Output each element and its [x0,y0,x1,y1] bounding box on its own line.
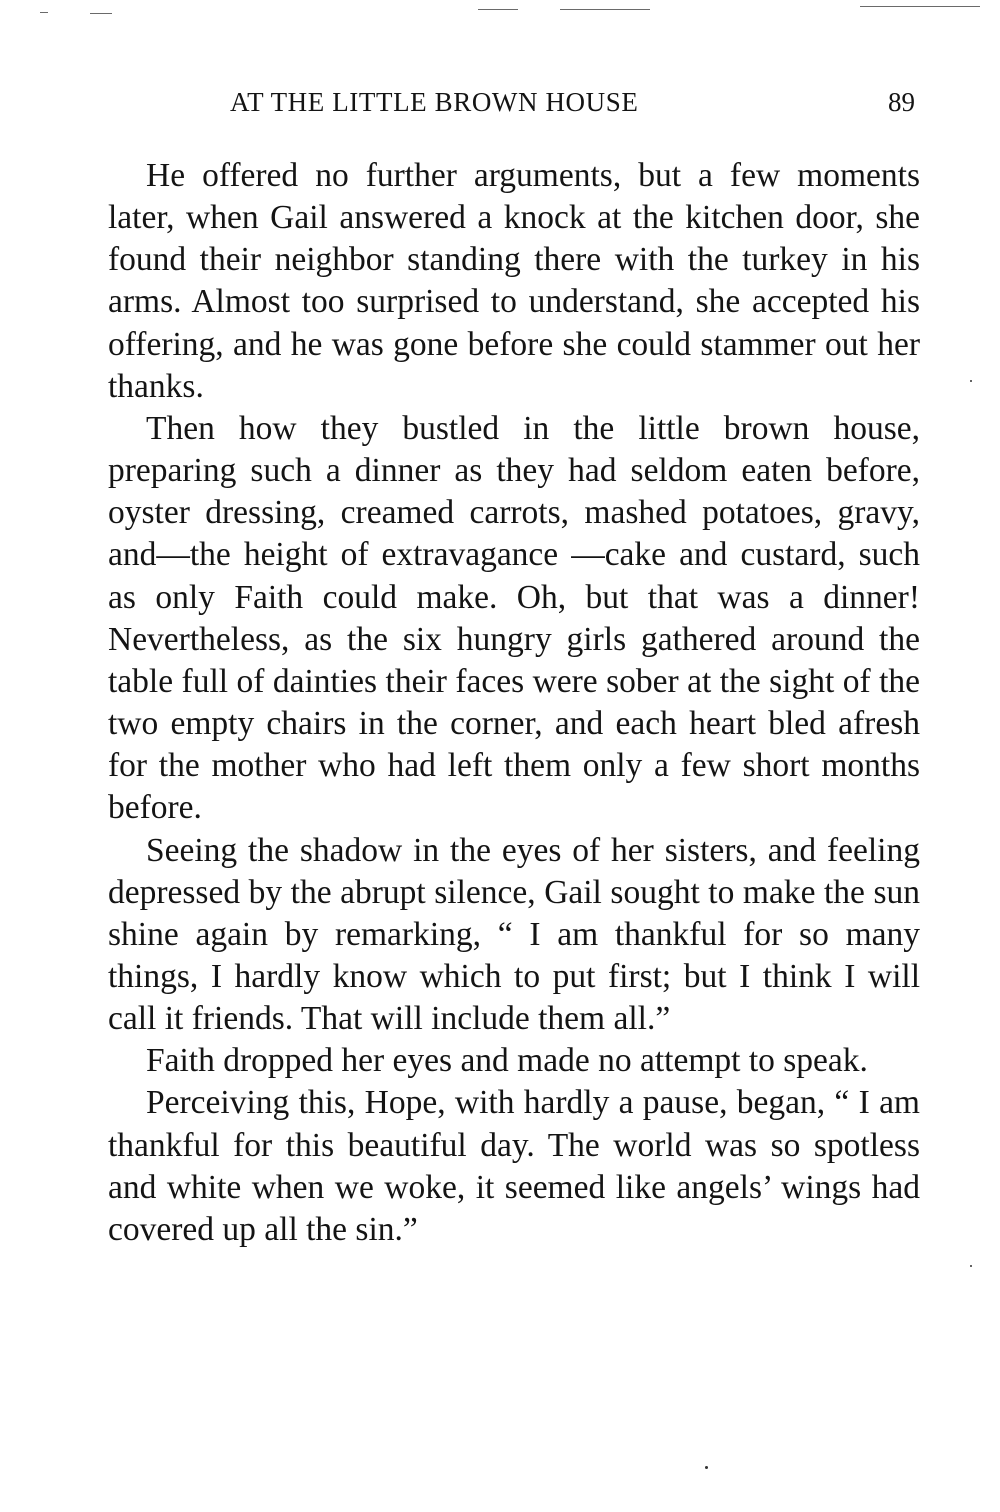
scan-edge-mark [90,13,112,14]
paragraph: Faith dropped her eyes and made no attempt to speak. [146,1042,868,1080]
scan-edge-mark [478,9,518,10]
scan-edge-mark [40,12,48,13]
page-header [108,84,923,120]
paragraph: Seeing the shadow in the eyes of her sisters, and feeling depressed by the abrupt silence, Gail sought to make the sun shine again by remarking, “ I am thankful for so many things, I hardly know which to put first; but I think I will call it friends. That will include them all.” [108,831,920,1038]
scan-speck [970,1265,972,1267]
scan-speck [705,1466,708,1469]
scan-speck [970,380,972,382]
running-title: AT THE LITTLE BROWN HOUSE [230,87,639,117]
page-number: 89 [888,87,915,117]
paragraph: Then how they bustled in the little brown house, preparing such a dinner as they had seldom eaten before, oyster dressing, creamed carrots, mashed potatoes, gravy, and—the height of extravagance —cake and custard, such as only Faith could make. Oh, but that was a dinner! Nevertheless, as the six hungry girls gathered around the table full of dainties their faces were sober at the sight of the two empty chairs in the corner, and each heart bled afresh for the mother who had left them only a few short months before. [108,409,920,827]
paragraph: Perceiving this, Hope, with hardly a pause, began, “ I am thankful for this beautiful day. The world was so spotless and white when we woke, it seemed like angels’ wings had covered up all the sin.” [108,1084,920,1248]
scan-edge-mark [860,6,980,7]
paragraph: He offered no further arguments, but a few moments later, when Gail answered a knock at the kitchen door, she found their neighbor standing there with the turkey in his arms. Almost too surprised to understand, she accepted his offering, and he was gone before she could stammer out her thanks. [108,157,920,405]
scan-edge-mark [560,9,650,10]
body-text [108,155,920,1251]
